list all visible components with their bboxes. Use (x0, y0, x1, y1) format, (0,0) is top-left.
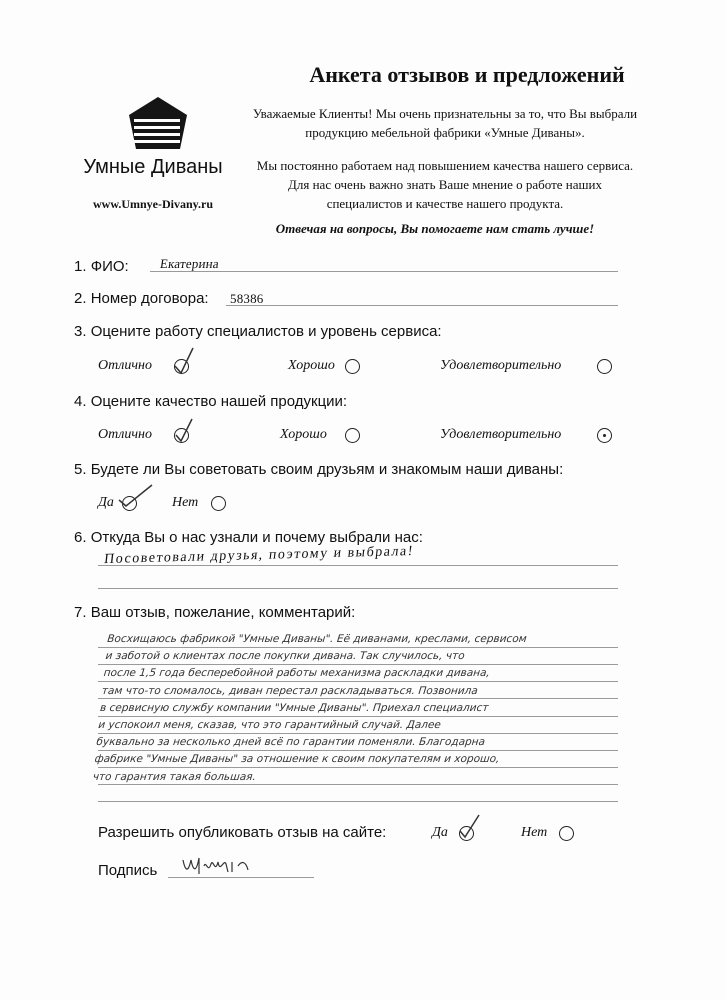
comment-rule (98, 750, 618, 751)
publish-radio-no[interactable] (559, 826, 574, 841)
comment-rule (98, 801, 618, 802)
signature-image (180, 848, 252, 880)
house-logo-icon (128, 96, 188, 150)
comment-rule (98, 784, 618, 785)
q4-radio-good[interactable] (345, 428, 360, 443)
q3-radio-good[interactable] (345, 359, 360, 374)
question-6-label: Откуда Вы о нас узнали и почему выбрали нас: (90, 529, 423, 546)
question-7-number: 7. (74, 604, 87, 621)
question-3-label: Оцените работу специалистов и уровень сервиса: (90, 323, 442, 340)
intro-paragraph-1: Уважаемые Клиенты! Мы очень признательны за то, что Вы выбрали продукцию мебельной фабрики «Умные Диваны». (252, 106, 638, 140)
checkmark-icon (172, 417, 196, 445)
motto: Отвечая на вопросы, Вы помогаете нам стать лучше! (275, 221, 595, 236)
question-1-label: ФИО: (90, 258, 129, 275)
question-5-number: 5. (74, 461, 87, 478)
pen-dot (603, 434, 606, 437)
question-2 (74, 290, 209, 307)
q5-option-no[interactable]: Нет (172, 495, 199, 510)
comment-line: и успокоил меня, сказав, что это гарантийный случай. Далее (97, 719, 442, 732)
checkmark-icon (172, 346, 196, 376)
comment-rule (98, 716, 618, 717)
question-2-number: 2. (74, 290, 87, 307)
fio-line (150, 271, 618, 272)
question-3 (74, 323, 442, 340)
question-6-number: 6. (74, 529, 87, 546)
question-5-label: Будете ли Вы советовать своим друзьям и знакомым наши диваны: (90, 461, 564, 478)
comment-line: Восхищаюсь фабрикой "Умные Диваны". Её диванами, креслами, сервисом (106, 633, 528, 645)
comment-line: там что-то сломалось, диван перестал раскладываться. Позвонила (101, 684, 479, 697)
comment-rule (98, 698, 618, 699)
comment-line: буквально за несколько дней всё по гарантии поменяли. Благодарна (95, 736, 486, 749)
q3-radio-satisfactory[interactable] (597, 359, 612, 374)
question-4 (74, 393, 347, 410)
comment-line: что гарантия такая большая. (92, 770, 257, 783)
fio-answer[interactable]: Екатерина (159, 256, 221, 271)
answer-line-1 (98, 565, 618, 566)
comment-rule (98, 647, 618, 648)
publish-option-no[interactable]: Нет (521, 825, 548, 840)
question-4-number: 4. (74, 393, 87, 410)
intro-paragraph-2: Мы постоянно работаем над повышением качества нашего сервиса. Для нас очень важно знать Ваше мнение о работе наших специалистов и качестве нашего продукта. (256, 158, 634, 211)
question-4-label: Оцените качество нашей продукции: (90, 393, 348, 410)
comment-rule (98, 733, 618, 734)
comment-line: после 1,5 года бесперебойной работы механизма раскладки дивана, (103, 667, 491, 680)
contract-number-answer[interactable]: 58386 (230, 291, 264, 306)
q5-radio-no[interactable] (211, 496, 226, 511)
brand-name: Умные Диваны (83, 156, 223, 178)
contract-line (226, 305, 618, 306)
question-6 (74, 529, 423, 546)
q4-option-excellent[interactable]: Отлично (98, 427, 152, 442)
form-title: Анкета отзывов и предложений (309, 62, 625, 87)
checkmark-icon (456, 813, 482, 841)
question-2-label: Номер договора: (90, 290, 209, 307)
comment-line: и заботой о клиентах после покупки дивана. Так случилось, что (104, 650, 466, 663)
q4-option-good[interactable]: Хорошо (280, 427, 327, 442)
question-5 (74, 461, 563, 478)
signature-label: Подпись (98, 862, 158, 879)
question-7 (74, 604, 355, 621)
q3-option-excellent[interactable]: Отлично (98, 358, 152, 373)
q4-option-satisfactory[interactable]: Удовлетворительно (440, 427, 562, 442)
signature-line (168, 877, 314, 878)
checkmark-icon (116, 483, 154, 509)
question-7-label: Ваш отзыв, пожелание, комментарий: (90, 604, 356, 621)
comment-line: фабрике "Умные Диваны" за отношение к своим покупателям и хорошо, (94, 753, 501, 766)
publish-permission-label: Разрешить опубликовать отзыв на сайте: (98, 824, 387, 841)
comment-rule (98, 767, 618, 768)
question-1 (74, 258, 129, 275)
answer-line-2 (98, 588, 618, 589)
website-url: www.Umnye-Divany.ru (92, 197, 213, 211)
publish-option-yes[interactable]: Да (432, 825, 448, 840)
comment-rule (98, 664, 618, 665)
q3-option-satisfactory[interactable]: Удовлетворительно (440, 358, 562, 373)
question-1-number: 1. (74, 258, 87, 275)
question-3-number: 3. (74, 323, 87, 340)
q5-option-yes[interactable]: Да (98, 495, 114, 510)
comment-rule (98, 681, 618, 682)
comment-answer[interactable] (92, 631, 648, 786)
source-answer[interactable]: Посоветовали друзья, поэтому и выбрала! (103, 543, 415, 568)
q3-option-good[interactable]: Хорошо (288, 358, 335, 373)
comment-line: в сервисную службу компании "Умные Диваны". Приехал специалист (99, 701, 490, 714)
